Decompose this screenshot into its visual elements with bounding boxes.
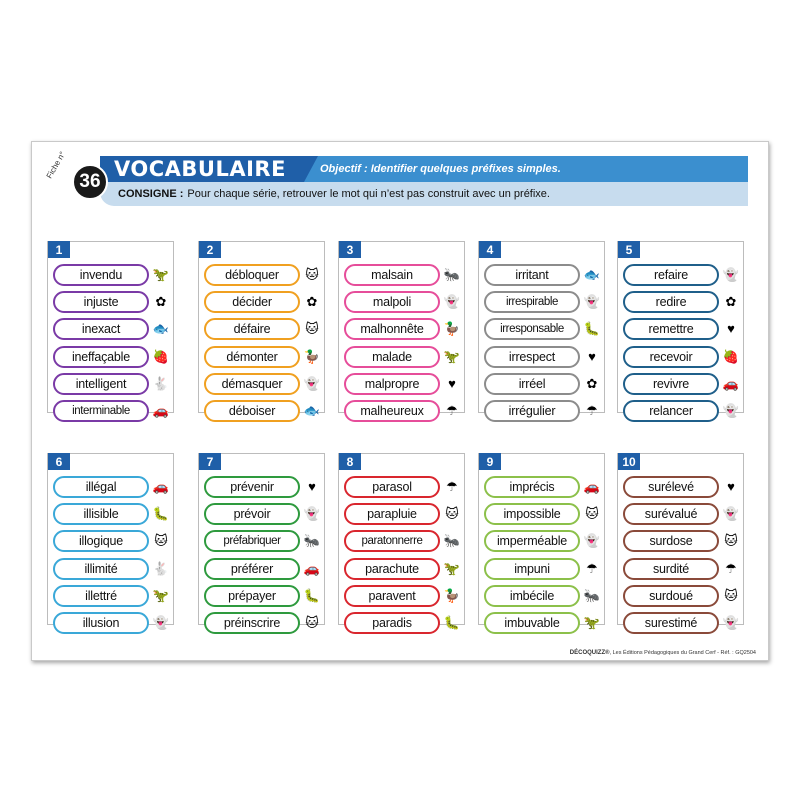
list-item <box>618 473 745 500</box>
duck-icon: 🦆 <box>443 321 461 337</box>
series-4 <box>478 241 605 418</box>
series-number: 5 <box>618 241 640 258</box>
list-item <box>48 473 175 500</box>
list-item <box>199 370 326 397</box>
word-list <box>48 473 175 636</box>
word-option[interactable]: malpoli <box>344 291 440 313</box>
list-item <box>199 582 326 609</box>
word-option[interactable]: paratonnerre <box>344 530 440 552</box>
series-number: 9 <box>479 453 501 470</box>
series-10 <box>617 453 744 630</box>
list-item <box>618 343 745 370</box>
word-list <box>618 261 745 424</box>
car-icon: 🚗 <box>583 479 601 494</box>
cat-icon: 🐱 <box>445 506 459 522</box>
list-item <box>48 555 175 582</box>
list-item <box>618 370 745 397</box>
ant-icon: 🐜 <box>303 533 321 549</box>
word-option[interactable]: surdoué <box>623 585 719 607</box>
list-item <box>339 473 466 500</box>
list-item <box>479 473 606 500</box>
fish-icon: 🐟 <box>583 267 601 282</box>
ghost-icon: 👻 <box>303 506 321 522</box>
word-option[interactable]: ineffaçable <box>53 346 149 368</box>
word-option[interactable]: illogique <box>53 530 149 552</box>
word-option[interactable]: surdose <box>623 530 719 552</box>
word-list <box>479 473 606 636</box>
word-option[interactable]: déboiser <box>204 400 300 422</box>
list-item <box>479 500 606 527</box>
list-item <box>339 261 466 288</box>
ghost-icon: 👻 <box>583 294 601 310</box>
cat-icon: 🐱 <box>154 533 168 549</box>
word-option[interactable]: invendu <box>53 264 149 286</box>
list-item <box>618 315 745 342</box>
caterpillar-icon: 🐛 <box>152 506 170 522</box>
cat-icon: 🐱 <box>585 506 599 522</box>
word-option[interactable]: préfabriquer <box>204 530 300 552</box>
ghost-icon: 👻 <box>722 267 740 282</box>
heart-icon: ♥ <box>727 479 735 494</box>
list-item <box>339 315 466 342</box>
word-option[interactable]: illimité <box>53 558 149 580</box>
word-option[interactable]: surestimé <box>623 612 719 634</box>
heart-icon: ♥ <box>727 321 735 337</box>
rabbit-icon: 🐇 <box>152 560 170 576</box>
consigne-bar <box>100 182 748 206</box>
list-item <box>479 555 606 582</box>
word-option[interactable]: illusion <box>53 612 149 634</box>
word-option[interactable]: malade <box>344 346 440 368</box>
word-option[interactable]: préinscrire <box>204 612 300 634</box>
car-icon: 🚗 <box>152 402 170 418</box>
umbrella-icon: ☂ <box>586 402 598 418</box>
series-6 <box>47 453 174 630</box>
flower-icon: ✿ <box>155 294 167 310</box>
ghost-icon: 👻 <box>722 402 740 418</box>
umbrella-icon: ☂ <box>725 560 737 576</box>
series-9 <box>478 453 605 630</box>
heart-icon: ♥ <box>588 348 596 364</box>
ghost-icon: 👻 <box>152 614 170 630</box>
list-item <box>199 473 326 500</box>
series-number: 2 <box>199 241 221 258</box>
fish-icon: 🐟 <box>152 321 170 337</box>
ghost-icon: 👻 <box>303 375 321 391</box>
word-list <box>199 473 326 636</box>
list-item <box>48 500 175 527</box>
list-item <box>199 609 326 636</box>
word-option[interactable]: imperméable <box>484 530 580 552</box>
word-option[interactable]: décider <box>204 291 300 313</box>
ghost-icon: 👻 <box>722 506 740 522</box>
car-icon: 🚗 <box>303 560 321 576</box>
list-item <box>479 582 606 609</box>
heart-icon: ♥ <box>448 375 456 391</box>
word-option[interactable]: parapluie <box>344 503 440 525</box>
word-option[interactable]: malsain <box>344 264 440 286</box>
list-item <box>618 288 745 315</box>
ant-icon: 🐜 <box>443 533 461 549</box>
list-item <box>48 527 175 554</box>
umbrella-icon: ☂ <box>446 479 458 494</box>
duck-icon: 🦆 <box>303 348 321 364</box>
word-option[interactable]: démonter <box>204 346 300 368</box>
list-item <box>199 500 326 527</box>
word-list <box>48 261 175 424</box>
list-item <box>199 288 326 315</box>
footer-credit <box>570 650 756 656</box>
cat-icon: 🐱 <box>724 587 738 603</box>
word-option[interactable]: parachute <box>344 558 440 580</box>
ghost-icon: 👻 <box>443 294 461 310</box>
cat-icon: 🐱 <box>305 614 319 630</box>
list-item <box>479 288 606 315</box>
word-option[interactable]: irresponsable <box>484 318 580 340</box>
word-option[interactable]: irrégulier <box>484 400 580 422</box>
word-option[interactable]: imbuvable <box>484 612 580 634</box>
word-option[interactable]: injuste <box>53 291 149 313</box>
word-option[interactable]: malheureux <box>344 400 440 422</box>
list-item <box>618 397 745 424</box>
word-option[interactable]: illisible <box>53 503 149 525</box>
footer-text: , Les Éditions Pédagogiques du Grand Cerf - Réf. : GQ2504 <box>609 650 756 656</box>
word-option[interactable]: irréel <box>484 373 580 395</box>
word-option[interactable]: remettre <box>623 318 719 340</box>
ghost-icon: 👻 <box>722 614 740 630</box>
word-option[interactable]: impossible <box>484 503 580 525</box>
list-item <box>199 397 326 424</box>
word-option[interactable]: malpropre <box>344 373 440 395</box>
list-item <box>339 343 466 370</box>
word-option[interactable]: paradis <box>344 612 440 634</box>
word-option[interactable]: prévenir <box>204 476 300 498</box>
list-item <box>339 288 466 315</box>
fiche-number-badge: 36 <box>72 164 108 200</box>
word-option[interactable]: relancer <box>623 400 719 422</box>
word-list <box>339 473 466 636</box>
umbrella-icon: ☂ <box>586 560 598 576</box>
word-option[interactable]: illégal <box>53 476 149 498</box>
list-item <box>618 527 745 554</box>
consigne-text: Pour chaque série, retrouver le mot qui n’est pas construit avec un préfixe. <box>187 188 550 200</box>
list-item <box>48 288 175 315</box>
series-5 <box>617 241 744 418</box>
page-title: VOCABULAIRE <box>100 156 304 182</box>
word-list <box>618 473 745 636</box>
fiche-label: Fiche n° <box>44 150 68 181</box>
dinosaur-icon: 🦖 <box>443 560 461 576</box>
word-list <box>199 261 326 424</box>
word-option[interactable]: surélevé <box>623 476 719 498</box>
word-option[interactable]: préférer <box>204 558 300 580</box>
dinosaur-icon: 🦖 <box>152 267 170 282</box>
strawberry-icon: 🍓 <box>722 348 740 364</box>
list-item <box>618 555 745 582</box>
series-number: 7 <box>199 453 221 470</box>
objective-text: Objectif : Identifier quelques préfixes simples. <box>320 163 561 175</box>
caterpillar-icon: 🐛 <box>583 321 601 337</box>
list-item <box>339 555 466 582</box>
word-option[interactable]: illettré <box>53 585 149 607</box>
list-item <box>479 261 606 288</box>
word-option[interactable]: inexact <box>53 318 149 340</box>
list-item <box>618 500 745 527</box>
list-item <box>339 527 466 554</box>
word-option[interactable]: parasol <box>344 476 440 498</box>
word-option[interactable]: défaire <box>204 318 300 340</box>
word-list <box>339 261 466 424</box>
word-option[interactable]: redire <box>623 291 719 313</box>
word-option[interactable]: intelligent <box>53 373 149 395</box>
word-option[interactable]: paravent <box>344 585 440 607</box>
series-8 <box>338 453 465 630</box>
list-item <box>339 582 466 609</box>
series-3 <box>338 241 465 418</box>
word-option[interactable]: irritant <box>484 264 580 286</box>
word-option[interactable]: irrespect <box>484 346 580 368</box>
flower-icon: ✿ <box>586 375 598 391</box>
list-item <box>479 397 606 424</box>
list-item <box>199 315 326 342</box>
list-item <box>479 609 606 636</box>
duck-icon: 🦆 <box>443 587 461 603</box>
word-option[interactable]: revivre <box>623 373 719 395</box>
series-number: 6 <box>48 453 70 470</box>
list-item <box>48 370 175 397</box>
word-option[interactable]: surévalué <box>623 503 719 525</box>
series-2 <box>198 241 325 418</box>
word-list <box>479 261 606 424</box>
title-bar <box>100 156 748 182</box>
flower-icon: ✿ <box>306 294 318 310</box>
list-item <box>479 315 606 342</box>
umbrella-icon: ☂ <box>446 402 458 418</box>
list-item <box>48 343 175 370</box>
worksheet <box>31 141 769 661</box>
word-option[interactable]: interminable <box>53 400 149 422</box>
word-option[interactable]: irrespirable <box>484 291 580 313</box>
caterpillar-icon: 🐛 <box>443 614 461 630</box>
caterpillar-icon: 🐛 <box>303 587 321 603</box>
series-number: 8 <box>339 453 361 470</box>
list-item <box>479 527 606 554</box>
series-1 <box>47 241 174 418</box>
word-option[interactable]: prépayer <box>204 585 300 607</box>
word-option[interactable]: impuni <box>484 558 580 580</box>
word-option[interactable]: surdité <box>623 558 719 580</box>
list-item <box>199 343 326 370</box>
series-number: 4 <box>479 241 501 258</box>
dinosaur-icon: 🦖 <box>152 587 170 603</box>
dinosaur-icon: 🦖 <box>443 348 461 364</box>
flower-icon: ✿ <box>725 294 737 310</box>
word-option[interactable]: prévoir <box>204 503 300 525</box>
list-item <box>199 555 326 582</box>
series-number: 3 <box>339 241 361 258</box>
consigne-label: CONSIGNE : <box>118 188 184 200</box>
list-item <box>48 315 175 342</box>
list-item <box>339 500 466 527</box>
list-item <box>618 582 745 609</box>
list-item <box>618 609 745 636</box>
list-item <box>48 609 175 636</box>
word-option[interactable]: débloquer <box>204 264 300 286</box>
heart-icon: ♥ <box>308 479 316 494</box>
ant-icon: 🐜 <box>583 587 601 603</box>
list-item <box>339 609 466 636</box>
list-item <box>48 582 175 609</box>
word-option[interactable]: recevoir <box>623 346 719 368</box>
cat-icon: 🐱 <box>305 267 319 282</box>
footer-brand: DÉCOQUIZZ® <box>569 650 610 656</box>
fish-icon: 🐟 <box>303 402 321 418</box>
list-item <box>618 261 745 288</box>
series-7 <box>198 453 325 630</box>
dinosaur-icon: 🦖 <box>583 614 601 630</box>
series-number: 10 <box>618 453 640 470</box>
list-item <box>479 370 606 397</box>
list-item <box>48 261 175 288</box>
car-icon: 🚗 <box>152 479 170 494</box>
list-item <box>199 261 326 288</box>
cat-icon: 🐱 <box>305 321 319 337</box>
ant-icon: 🐜 <box>443 267 461 282</box>
cat-icon: 🐱 <box>724 533 738 549</box>
word-option[interactable]: malhonnête <box>344 318 440 340</box>
series-number: 1 <box>48 241 70 258</box>
list-item <box>479 343 606 370</box>
list-item <box>48 397 175 424</box>
rabbit-icon: 🐇 <box>152 375 170 391</box>
ghost-icon: 👻 <box>583 533 601 549</box>
list-item <box>339 397 466 424</box>
word-option[interactable]: refaire <box>623 264 719 286</box>
word-option[interactable]: imprécis <box>484 476 580 498</box>
list-item <box>339 370 466 397</box>
word-option[interactable]: démasquer <box>204 373 300 395</box>
strawberry-icon: 🍓 <box>152 348 170 364</box>
word-option[interactable]: imbécile <box>484 585 580 607</box>
list-item <box>199 527 326 554</box>
car-icon: 🚗 <box>722 375 740 391</box>
